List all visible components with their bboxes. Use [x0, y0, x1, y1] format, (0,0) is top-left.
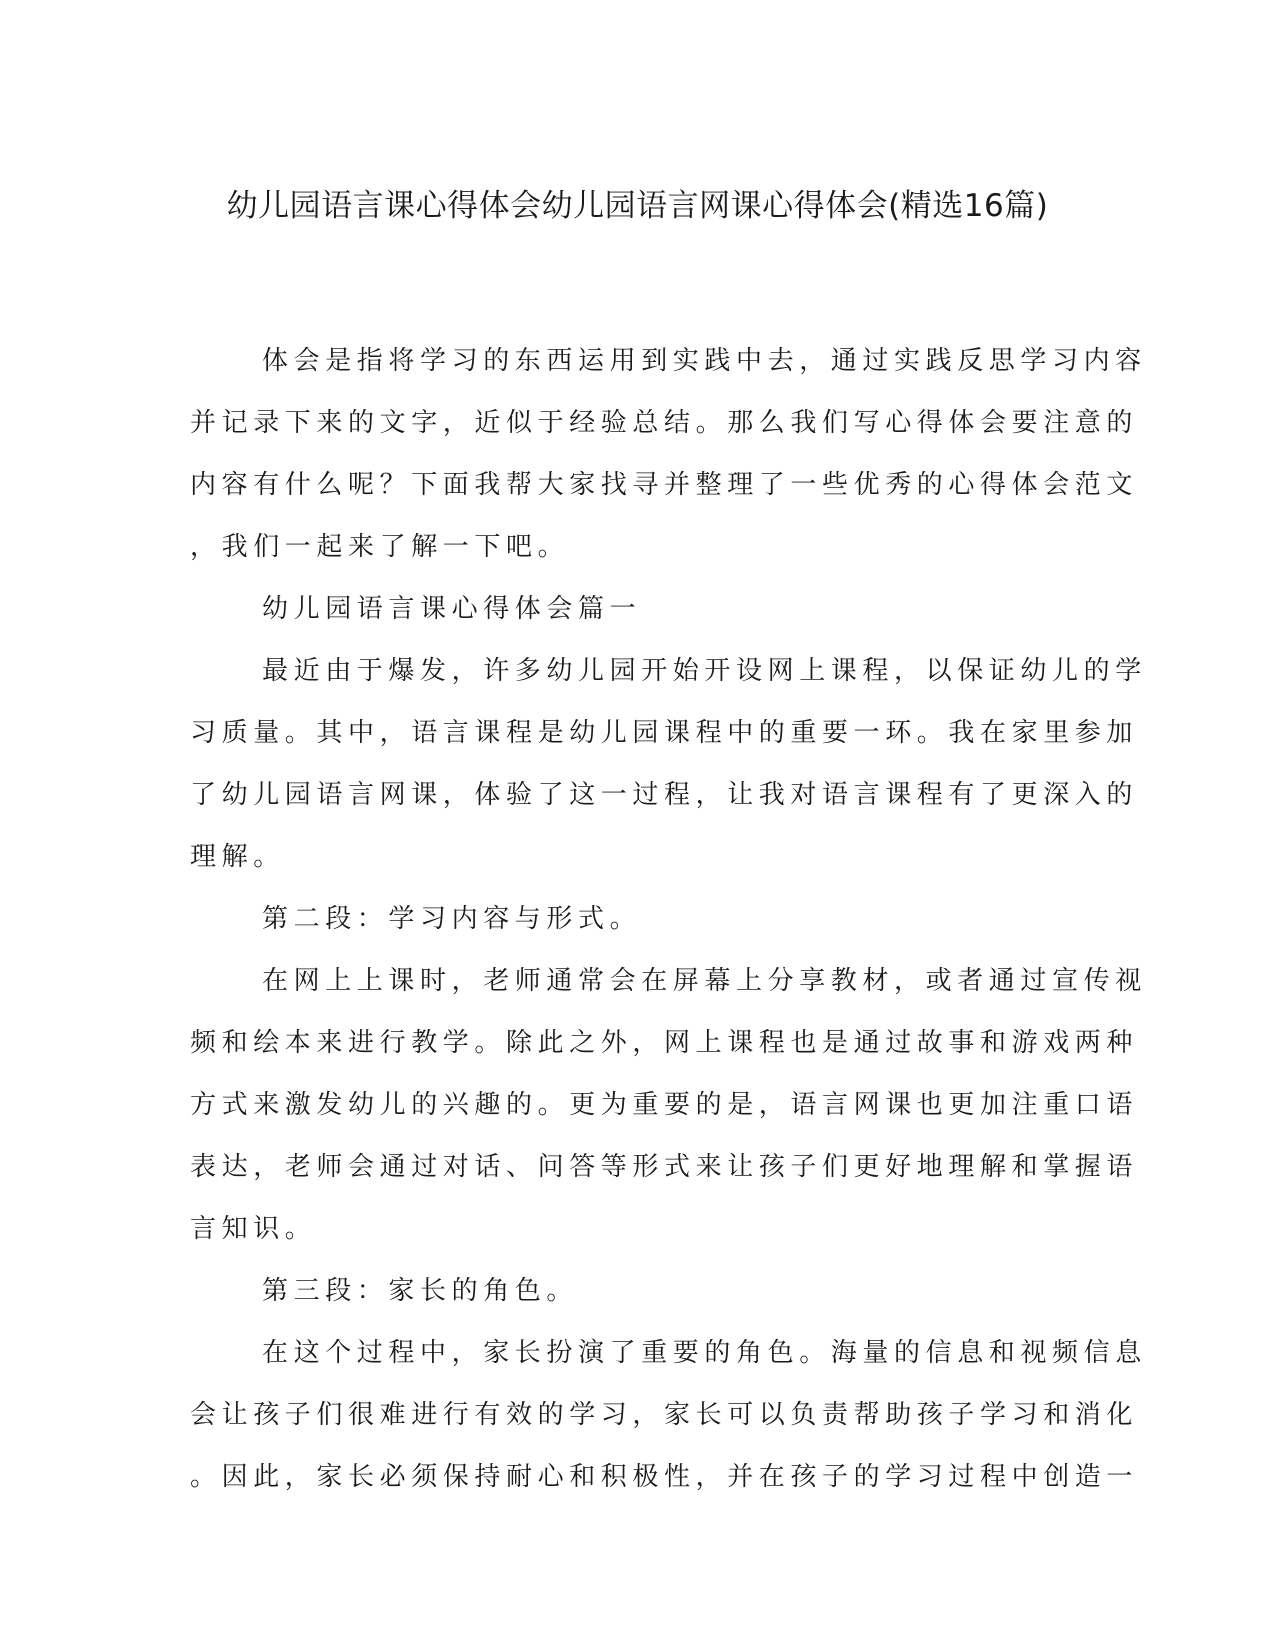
paragraph-line: 最近由于爆发，许多幼儿园开始开设网上课程，以保证幼儿的学: [262, 656, 1147, 686]
paragraph-line: 在网上上课时，老师通常会在屏幕上分享教材，或者通过宣传视: [262, 966, 1147, 996]
paragraph-line: 。因此，家长必须保持耐心和积极性，并在孩子的学习过程中创造一: [190, 1462, 1139, 1492]
paragraph-line: 理解。: [190, 842, 285, 872]
paragraph-line: 并记录下来的文字，近似于经验总结。那么我们写心得体会要注意的: [190, 408, 1139, 438]
body-paragraph: [190, 1322, 1147, 1508]
paragraph-line: ，我们一起来了解一下吧。: [190, 532, 570, 562]
paragraph-line: 表达，老师会通过对话、问答等形式来让孩子们更好地理解和掌握语: [190, 1152, 1139, 1182]
paragraph-line: 体会是指将学习的东西运用到实践中去，通过实践反思学习内容: [262, 346, 1147, 376]
paragraph-line: 会让孩子们很难进行有效的学习，家长可以负责帮助孩子学习和消化: [190, 1400, 1139, 1430]
sub-heading: [190, 888, 1090, 950]
document-title: 幼儿园语言课心得体会幼儿园语言网课心得体会(精选16篇): [226, 188, 1049, 224]
document-body: [190, 330, 1147, 1508]
paragraph-line: 了幼儿园语言网课，体验了这一过程，让我对语言课程有了更深入的: [190, 780, 1139, 810]
sub-heading-text: 第三段：家长的角色。: [262, 1276, 579, 1306]
paragraph-line: 言知识。: [190, 1214, 317, 1244]
paragraph-line: 在这个过程中，家长扮演了重要的角色。海量的信息和视频信息: [262, 1338, 1147, 1368]
section-heading-text: 幼儿园语言课心得体会篇一: [262, 594, 642, 624]
paragraph-line: 频和绘本来进行教学。除此之外，网上课程也是通过故事和游戏两种: [190, 1028, 1139, 1058]
intro-paragraph: [190, 330, 1147, 578]
paragraph-line: 方式来激发幼儿的兴趣的。更为重要的是，语言网课也更加注重口语: [190, 1090, 1139, 1120]
body-paragraph: [190, 640, 1147, 888]
paragraph-line: 内容有什么呢？下面我帮大家找寻并整理了一些优秀的心得体会范文: [190, 470, 1139, 500]
paragraph-line: 习质量。其中，语言课程是幼儿园课程中的重要一环。我在家里参加: [190, 718, 1139, 748]
sub-heading: [190, 1260, 1090, 1322]
body-paragraph: [190, 950, 1147, 1260]
sub-heading-text: 第二段：学习内容与形式。: [262, 904, 642, 934]
section-heading: [190, 578, 1090, 640]
